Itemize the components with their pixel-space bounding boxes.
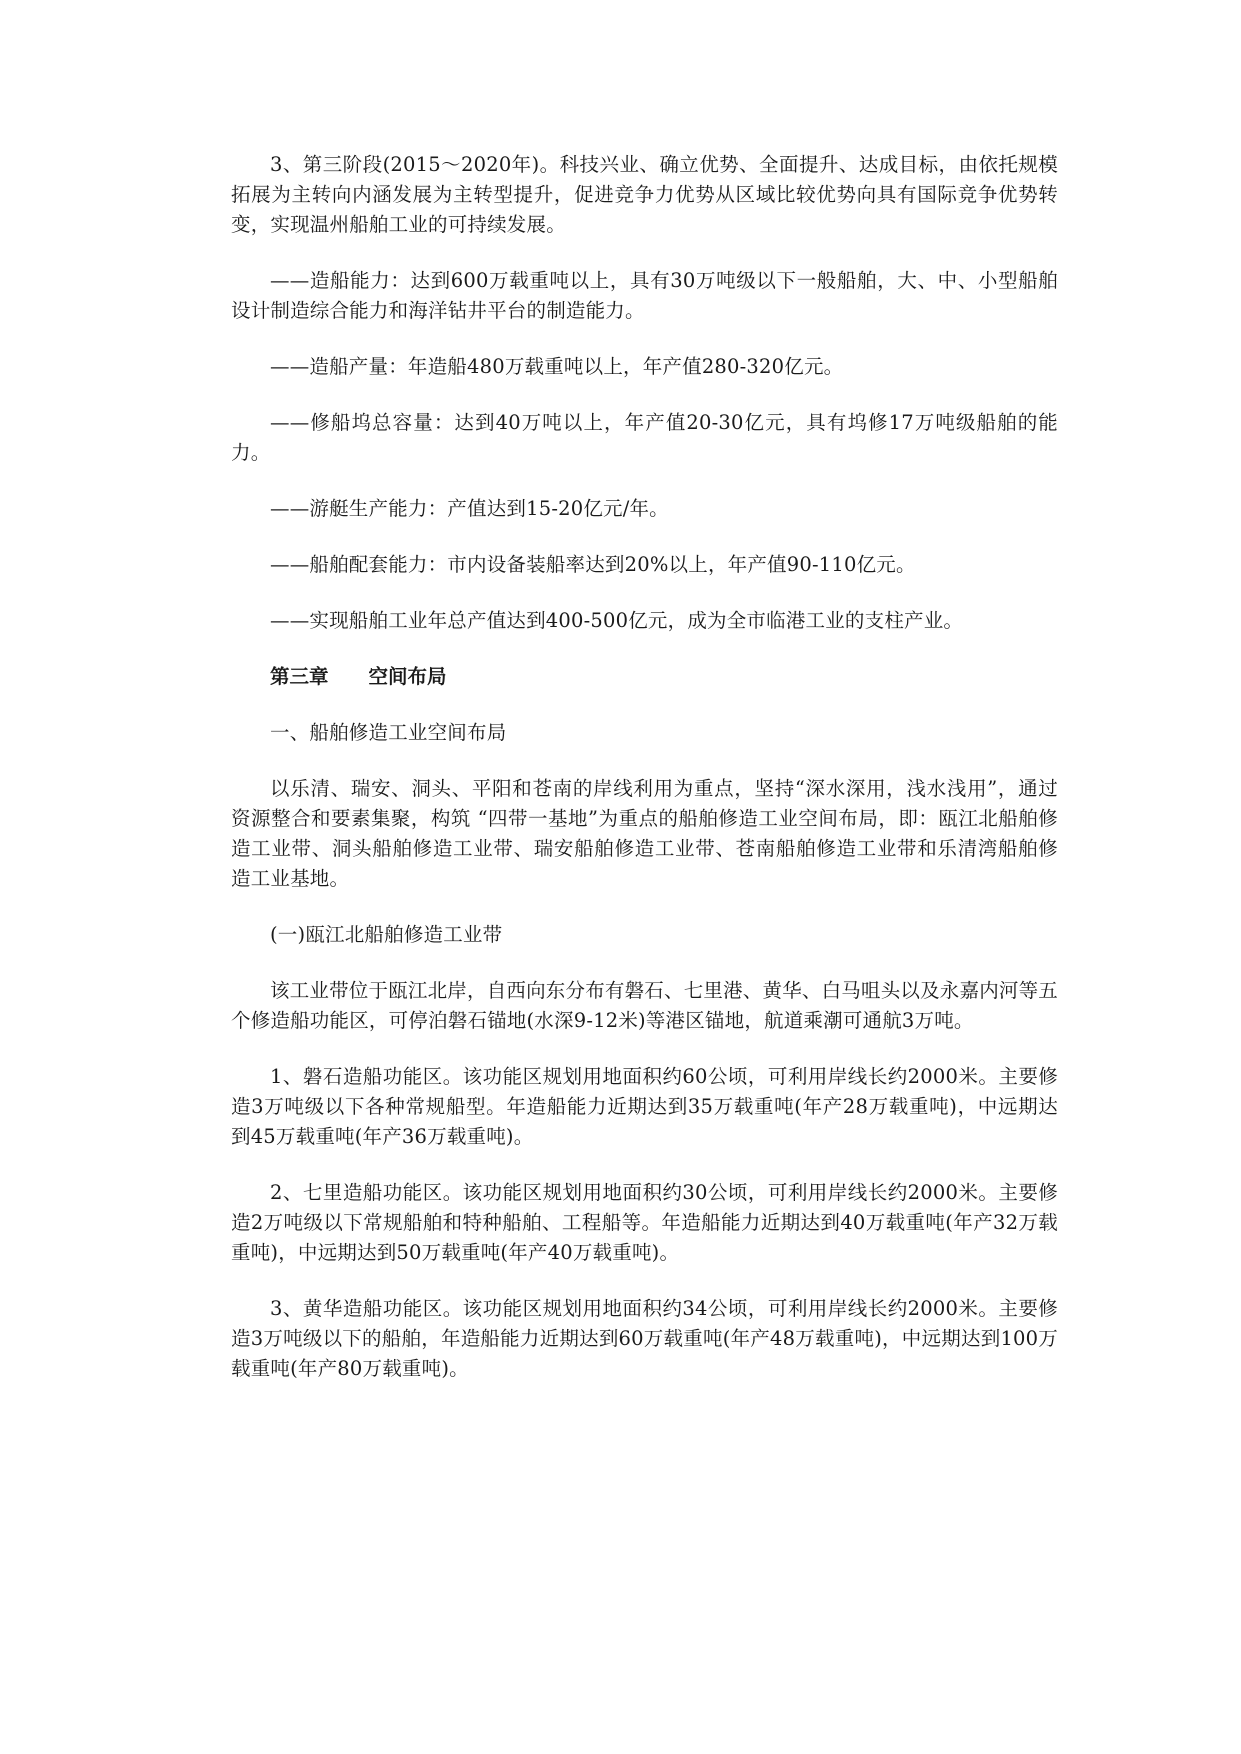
paragraph-huanghua-zone: 3、黄华造船功能区。该功能区规划用地面积约34公顷，可利用岸线长约2000米。主要修造3万吨级以下的船舶，年造船能力近期达到60万载重吨(年产48万载重吨)，中远期达到100万载重吨(年产80万载重吨)。 [231, 1297, 1058, 1380]
paragraph-shipbuilding-capacity: ——造船能力：达到600万载重吨以上，具有30万吨级以下一般船舶，大、中、小型船舶设计制造综合能力和海洋钻井平台的制造能力。 [231, 269, 1058, 322]
paragraph-qili-zone: 2、七里造船功能区。该功能区规划用地面积约30公顷，可利用岸线长约2000米。主要修造2万吨级以下常规船舶和特种船舶、工程船等。年造船能力近期达到40万载重吨(年产32万载重吨)，中远期达到50万载重吨(年产40万载重吨)。 [231, 1181, 1058, 1264]
paragraph-stage-three: 3、第三阶段(2015～2020年)。科技兴业、确立优势、全面提升、达成目标，由依托规模拓展为主转向内涵发展为主转型提升，促进竞争力优势从区域比较优势向具有国际竞争优势转变，实现温州船舶工业的可持续发展。 [231, 153, 1058, 236]
paragraph-panshi-zone: 1、磐石造船功能区。该功能区规划用地面积约60公顷，可利用岸线长约2000米。主要修造3万吨级以下各种常规船型。年造船能力近期达到35万载重吨(年产28万载重吨)，中远期达到45万载重吨(年产36万载重吨)。 [231, 1065, 1058, 1148]
section-heading-layout: 一、船舶修造工业空间布局 [270, 721, 507, 744]
chapter-number: 第三章 [270, 665, 329, 688]
paragraph-oujiang-belt: 该工业带位于瓯江北岸，自西向东分布有磐石、七里港、黄华、白马咀头以及永嘉内河等五个修造船功能区，可停泊磐石锚地(水深9-12米)等港区锚地，航道乘潮可通航3万吨。 [231, 979, 1059, 1032]
paragraph-dock-capacity: ——修船坞总容量：达到40万吨以上，年产值20-30亿元，具有坞修17万吨级船舶的能力。 [231, 411, 1058, 464]
paragraph-total-output: ——实现船舶工业年总产值达到400-500亿元，成为全市临港工业的支柱产业。 [270, 609, 964, 632]
document-body [231, 150, 1058, 1410]
paragraph-layout-overview: 以乐清、瑞安、洞头、平阳和苍南的岸线利用为重点，坚持“深水深用，浅水浅用”，通过资源整合和要素集聚，构筑 “四带一基地”为重点的船舶修造工业空间布局，即：瓯江北船舶修造工业带、洞头船舶修造工业带、瑞安船舶修造工业带、苍南船舶修造工业带和乐清湾船舶修造工业基地。 [231, 777, 1058, 890]
paragraph-shipbuilding-output: ——造船产量：年造船480万载重吨以上，年产值280-320亿元。 [270, 355, 844, 378]
paragraph-supporting-capacity: ——船舶配套能力：市内设备装船率达到20%以上，年产值90-110亿元。 [270, 553, 916, 576]
chapter-heading [231, 662, 1058, 692]
paragraph-yacht-capacity: ——游艇生产能力：产值达到15-20亿元/年。 [270, 497, 669, 520]
subsection-heading-oujiang: (一)瓯江北船舶修造工业带 [270, 923, 503, 946]
chapter-title: 空间布局 [368, 665, 447, 688]
